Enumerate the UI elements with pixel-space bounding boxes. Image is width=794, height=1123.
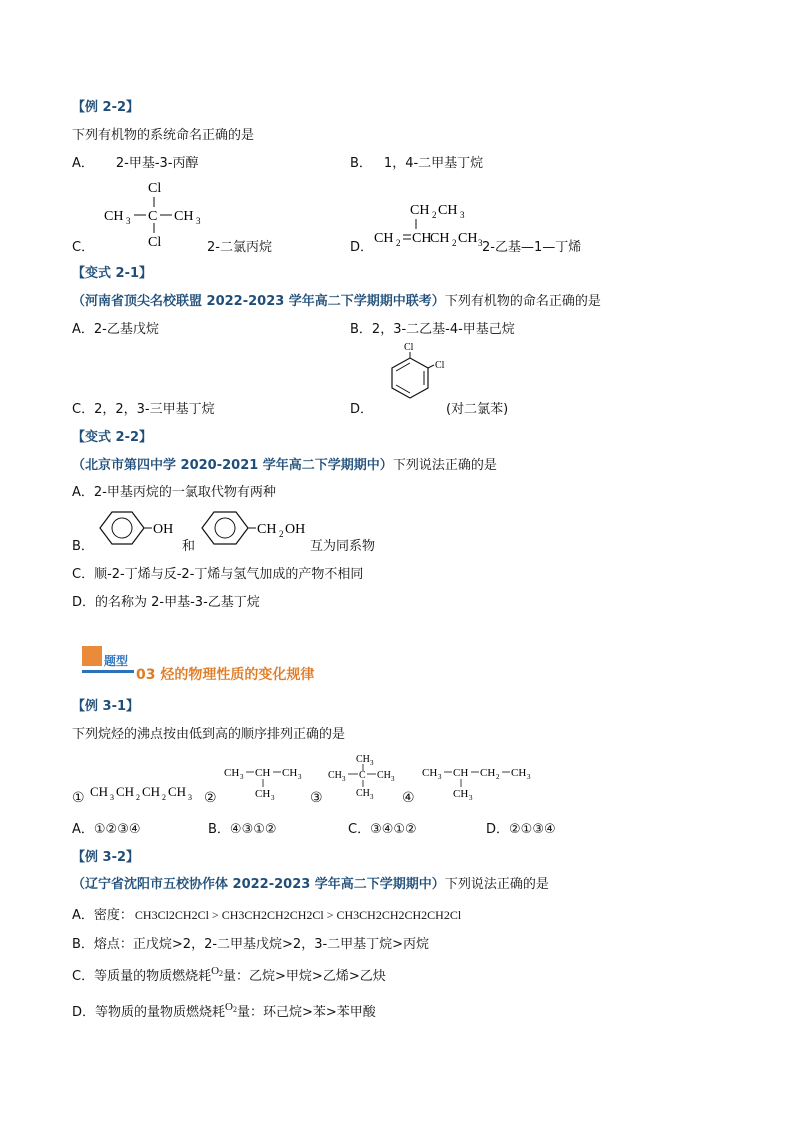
structure-label: 2 [136, 793, 140, 802]
ex2-2-question: 下列有机物的系统命名正确的是 [72, 128, 255, 143]
structure-label: 3 [469, 794, 473, 802]
structure-label: 3 [240, 773, 244, 781]
ex2-2-option-c-name: 2-二氯丙烷 [207, 240, 272, 255]
structure-label: 2 [452, 238, 457, 248]
option-suffix: 量：环己烷>苯>苯甲酸 [236, 1005, 376, 1020]
structure-label: 2 [396, 238, 401, 248]
structure-label: CH [430, 231, 450, 246]
structure-label: CH [116, 784, 135, 799]
option-prefix: A．密度： [72, 908, 133, 923]
structure-label: 3 [370, 793, 374, 801]
benzyl-alcohol-structure [196, 504, 314, 554]
question-text: 下列说法正确的是 [444, 877, 549, 892]
compound-3-number: ③ [310, 790, 323, 806]
structure-label: 3 [391, 775, 395, 783]
dichlorobenzene-structure [372, 340, 452, 412]
var2-2-option-b-letter[interactable]: B． [72, 539, 94, 554]
option-prefix: C．等质量的物质燃烧耗 [72, 969, 212, 984]
structure-label: 2 [279, 529, 284, 539]
option-text: 1，4-二甲基丁烷 [383, 156, 484, 171]
butane-structure [88, 778, 198, 802]
structure-label: CH [104, 209, 124, 224]
ex2-2-option-a[interactable] [72, 152, 199, 171]
structure-label: CH [374, 231, 394, 246]
option-letter: B． [350, 156, 372, 171]
structure-label: 2 [496, 773, 500, 781]
ex2-2-option-c-letter[interactable]: C． [72, 240, 95, 255]
ex3-2-header: 【例 3-2】 [72, 850, 140, 865]
option-letter: A． [72, 156, 94, 171]
option-text: 2-甲基-3-丙醇 [115, 156, 199, 171]
structure-label: OH [153, 522, 174, 537]
structure-label: 3 [126, 216, 131, 226]
structure-label: 3 [110, 793, 114, 802]
structure-label: CH [438, 203, 458, 218]
structure-label: CH [168, 784, 187, 799]
structure-label: 3 [370, 759, 374, 767]
ex3-2-option-b[interactable]: B．熔点：正戊烷>2，2-二甲基戊烷>2，3-二甲基丁烷>丙烷 [72, 937, 430, 952]
structure-label: CH [224, 767, 240, 779]
source-text: （河南省顶尖名校联盟 2022-2023 学年高二下学期期中联考） [72, 294, 445, 309]
ex3-1-header: 【例 3-1】 [72, 699, 140, 714]
compound-4-number: ④ [402, 790, 415, 806]
ex2-2-header: 【例 2-2】 [72, 100, 140, 115]
structure-label: CH [257, 522, 277, 537]
structure-label: Cl [435, 360, 445, 371]
structure-label: 3 [438, 773, 442, 781]
structure-label: CH [356, 754, 370, 765]
dichloropropane-structure [100, 176, 220, 252]
topic-title: 03 烃的物理性质的变化规律 [136, 667, 315, 683]
structure-label: CH [410, 203, 430, 218]
structure-label: 3 [478, 238, 483, 248]
structure-label: CH [453, 788, 469, 800]
structure-label: CH [412, 231, 432, 246]
var2-1-header: 【变式 2-1】 [72, 266, 153, 281]
structure-label: OH [285, 522, 306, 537]
ex2-2-option-d-name: 2-乙基—1—丁烯 [482, 240, 582, 255]
o2-formula: O [225, 1001, 233, 1013]
structure-label: CH [356, 788, 370, 799]
var2-1-option-d-letter[interactable]: D． [350, 402, 374, 417]
var2-1-option-d-name: (对二氯苯) [446, 402, 509, 417]
ex3-2-option-c[interactable] [72, 965, 386, 984]
ex3-2-option-a[interactable] [72, 904, 461, 923]
topic-underline [82, 670, 134, 673]
ex2-2-option-d-letter[interactable]: D． [350, 240, 374, 255]
var2-2-header: 【变式 2-2】 [72, 430, 153, 445]
var2-2-option-b-tail: 互为同系物 [310, 539, 376, 554]
source-text: （辽宁省沈阳市五校协作体 2022-2023 学年高二下学期期中） [72, 877, 445, 892]
o2-subscript: 2 [219, 969, 224, 978]
question-text: 下列说法正确的是 [392, 458, 497, 473]
topic-label: 题型 [104, 654, 129, 668]
structure-label: CH [174, 209, 194, 224]
option-formula: CH3Cl2CH2Cl > CH3CH2CH2CH2Cl > CH3CH2CH2CH2CH2Cl [134, 908, 462, 922]
isopentane-structure [420, 762, 550, 802]
structure-label: 3 [298, 773, 302, 781]
ex3-2-option-d[interactable] [72, 1001, 376, 1020]
structure-label: CH [255, 788, 271, 800]
question-text: 下列有机物的命名正确的是 [444, 294, 601, 309]
structure-label: CH [511, 767, 527, 779]
structure-label: CH [377, 770, 391, 781]
structure-label: Cl [148, 235, 162, 250]
structure-label: 3 [527, 773, 531, 781]
phenol-structure [92, 504, 182, 554]
structure-label: CH [480, 767, 496, 779]
ex3-1-option-c[interactable]: C．③④①② [348, 822, 417, 837]
structure-label: C [148, 209, 158, 224]
option-suffix: 量：乙烷>甲烷>乙烯>乙炔 [223, 969, 386, 984]
var2-1-question [72, 290, 601, 309]
var2-2-option-b-and: 和 [182, 539, 196, 554]
o2-formula: O [211, 965, 220, 977]
ex3-1-option-b[interactable]: B．④③①② [208, 822, 277, 837]
ex3-2-question [72, 873, 549, 892]
ex3-1-option-d[interactable]: D．②①③④ [486, 822, 556, 837]
source-text: （北京市第四中学 2020-2021 学年高二下学期期中） [72, 458, 393, 473]
ex3-1-question: 下列烷烃的沸点按由低到高的顺序排列正确的是 [72, 727, 346, 742]
ethyl-butene-structure [370, 198, 482, 250]
neopentane-structure [326, 752, 410, 802]
var2-2-option-c[interactable]: C．顺-2-丁烯与反-2-丁烯与氢气加成的产物不相同 [72, 567, 364, 582]
o2-subscript: 2 [232, 1005, 237, 1014]
ex3-1-option-a[interactable]: A．①②③④ [72, 822, 141, 837]
compound-2-number: ② [204, 790, 217, 806]
structure-label: CH [142, 784, 161, 799]
structure-label: CH [255, 767, 271, 779]
structure-label: CH [453, 767, 469, 779]
structure-label: 3 [196, 216, 201, 226]
structure-label: 3 [188, 793, 192, 802]
structure-label: 2 [162, 793, 166, 802]
isobutane-structure [222, 762, 308, 802]
structure-label: 2 [432, 210, 437, 220]
var2-1-option-c[interactable]: C．2，2，3-三甲基丁烷 [72, 402, 215, 417]
topic-square-icon [82, 646, 102, 666]
var2-1-option-b[interactable]: B．2，3-二乙基-4-甲基己烷 [350, 322, 515, 337]
var2-2-option-d[interactable]: D．的名称为 2-甲基-3-乙基丁烷 [72, 595, 260, 610]
structure-label: CH [422, 767, 438, 779]
ex2-2-option-b[interactable] [350, 152, 483, 171]
structure-label: Cl [148, 181, 162, 196]
structure-label: 3 [460, 210, 465, 220]
var2-2-option-a[interactable]: A．2-甲基丙烷的一氯取代物有两种 [72, 485, 276, 500]
structure-label: C [359, 770, 366, 781]
var2-1-option-a[interactable]: A．2-乙基戊烷 [72, 322, 159, 337]
structure-label: CH [328, 770, 342, 781]
var2-2-question [72, 454, 497, 473]
structure-label: Cl [404, 342, 414, 353]
compound-1-number: ① [72, 790, 85, 806]
structure-label: CH [90, 784, 109, 799]
structure-label: CH [282, 767, 298, 779]
structure-label: CH [458, 231, 478, 246]
option-prefix: D．等物质的量物质燃烧耗 [72, 1005, 226, 1020]
structure-label: 3 [342, 775, 346, 783]
structure-label: 3 [271, 794, 275, 802]
